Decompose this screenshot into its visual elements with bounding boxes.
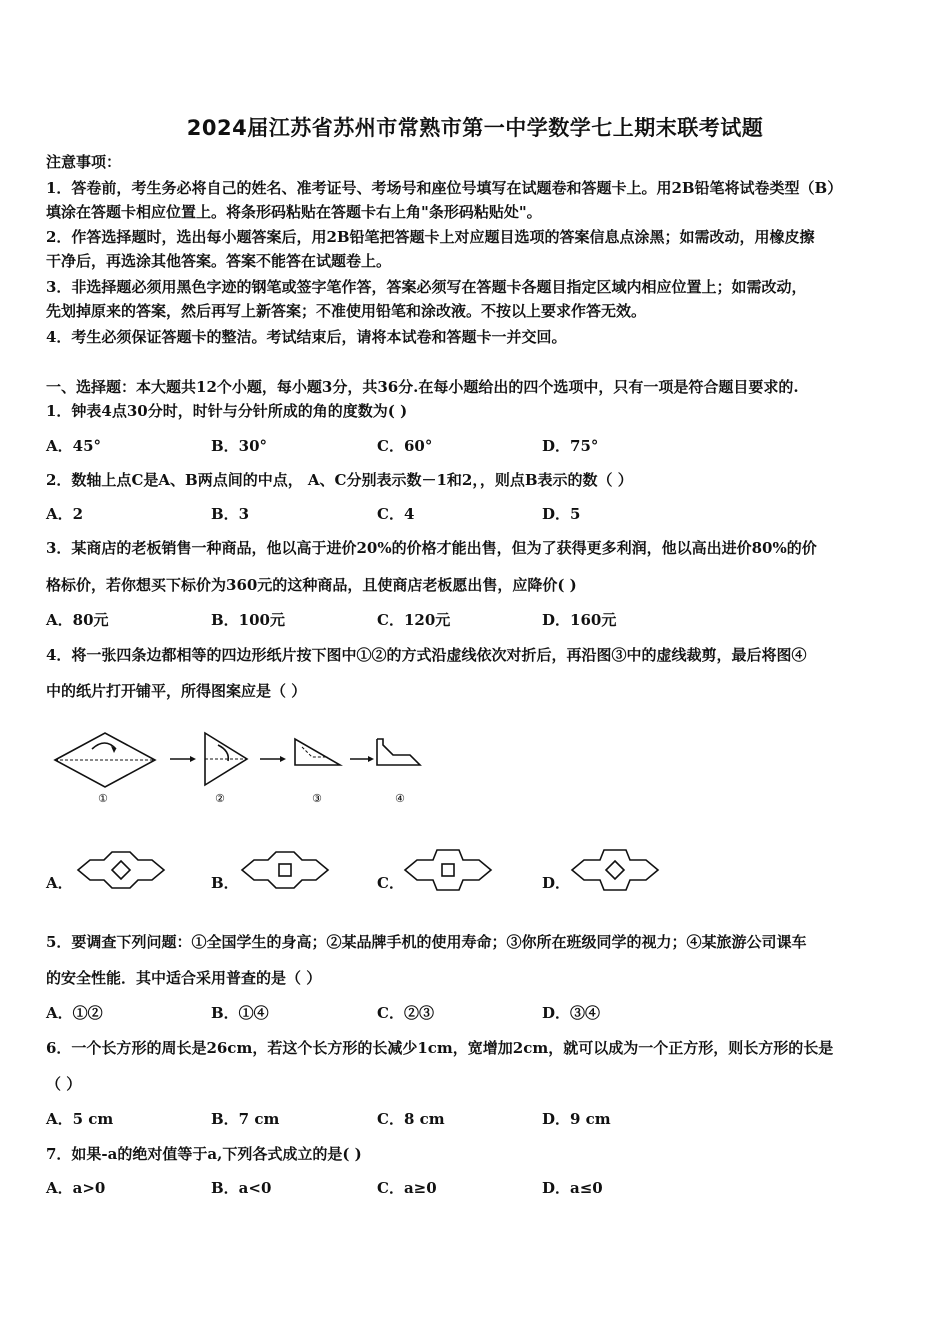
question-1-text: 1．钟表4点30分时，时针与分针所成的角的度数为( ) [46,402,408,420]
q3-option-a: A．80元 [46,611,109,629]
question-4-text: 4．将一张四条边都相等的四边形纸片按下图中①②的方式沿虚线依次对折后，再沿图③中的虚线裁剪，最后将图④ [46,646,807,664]
question-5-text: 5．要调查下列问题：①全国学生的身高；②某品牌手机的使用寿命；③你所在班级同学的视力；④某旅游公司课车 [46,933,807,951]
q3-option-c: C．120元 [377,611,451,629]
figure-label-1: ① [98,792,108,805]
q1-option-c: C．60° [377,437,433,455]
section-heading: 一、选择题：本大题共12个小题，每小题3分，共36分.在每小题给出的四个选项中，只有一项是符合题目要求的. [46,378,799,396]
note-line: 4．考生必须保证答题卡的整洁。考试结束后，请将本试卷和答题卡一并交回。 [46,328,567,346]
question-5-text: 的安全性能．其中适合采用普查的是（ ） [46,969,322,987]
q5-option-c: C．②③ [377,1004,434,1022]
q5-option-d: D．③④ [542,1004,601,1022]
q4-option-a: A． [46,874,73,892]
q1-option-b: B．30° [211,437,268,455]
note-line: 1．答卷前，考生务必将自己的姓名、准考证号、考场号和座位号填写在试题卷和答题卡上。用2B铅笔将试卷类型（B） [46,179,843,197]
q4-option-a-figure [76,848,166,892]
q4-option-b: B． [211,874,239,892]
q7-option-c: C．a≥0 [377,1179,437,1197]
q6-option-c: C．8 cm [377,1110,445,1128]
note-line: 干净后，再选涂其他答案。答案不能答在试题卷上。 [46,252,392,270]
q6-option-b: B．7 cm [211,1110,280,1128]
q2-option-b: B．3 [211,505,250,523]
q4-option-d-figure [570,846,660,894]
q6-option-d: D．9 cm [542,1110,611,1128]
q7-option-d: D．a≤0 [542,1179,603,1197]
q6-option-a: A．5 cm [46,1110,114,1128]
q1-option-d: D．75° [542,437,599,455]
figure-label-3: ③ [312,792,322,805]
q1-option-a: A．45° [46,437,102,455]
notes-heading: 注意事项： [46,153,122,171]
note-line: 3．非选择题必须用黑色字迹的钢笔或签字笔作答，答案必须写在答题卡各题目指定区域内相应位置上；如需改动， [46,278,807,296]
figure-label-2: ② [215,792,225,805]
page-title: 2024届江苏省苏州市常熟市第一中学数学七上期末联考试题 [186,116,764,140]
q3-option-b: B．100元 [211,611,285,629]
q5-option-b: B．①④ [211,1004,269,1022]
note-line: 填涂在答题卡相应位置上。将条形码粘贴在答题卡右上角"条形码粘贴处"。 [46,203,542,221]
question-3-text: 格标价，若你想买下标价为360元的这种商品，且使商店老板愿出售，应降价( ) [46,576,577,594]
question-4-text: 中的纸片打开铺平，所得图案应是（ ） [46,682,307,700]
q7-option-a: A．a>0 [46,1179,106,1197]
q3-option-d: D．160元 [542,611,617,629]
question-6-text: 6．一个长方形的周长是26cm，若这个长方形的长减少1cm，宽增加2cm，就可以成为一个正方形，则长方形的长是 [46,1039,834,1057]
q4-option-d: D． [542,874,571,892]
question-3-text: 3．某商店的老板销售一种商品，他以高于进价20%的价格才能出售，但为了获得更多利润，他以高出进价80%的价 [46,539,817,557]
folding-steps-figure [50,725,430,810]
q4-option-c: C． [377,874,404,892]
q4-option-c-figure [403,846,493,894]
question-2-text: 2．数轴上点C是A、B两点间的中点， A、C分别表示数－1和2，，则点B表示的数（ ） [46,471,633,489]
q4-option-b-figure [240,848,330,892]
q2-option-c: C．4 [377,505,415,523]
question-7-text: 7．如果-a的绝对值等于a,下列各式成立的是( ) [46,1145,362,1163]
figure-label-4: ④ [395,792,405,805]
q2-option-a: A．2 [46,505,84,523]
note-line: 先划掉原来的答案，然后再写上新答案；不准使用铅笔和涂改液。不按以上要求作答无效。 [46,302,647,320]
q5-option-a: A．①② [46,1004,103,1022]
q2-option-d: D．5 [542,505,581,523]
q7-option-b: B．a<0 [211,1179,272,1197]
question-6-text: （ ） [46,1075,82,1093]
note-line: 2．作答选择题时，选出每小题答案后，用2B铅笔把答题卡上对应题目选项的答案信息点涂黑；如需改动，用橡皮擦 [46,228,815,246]
